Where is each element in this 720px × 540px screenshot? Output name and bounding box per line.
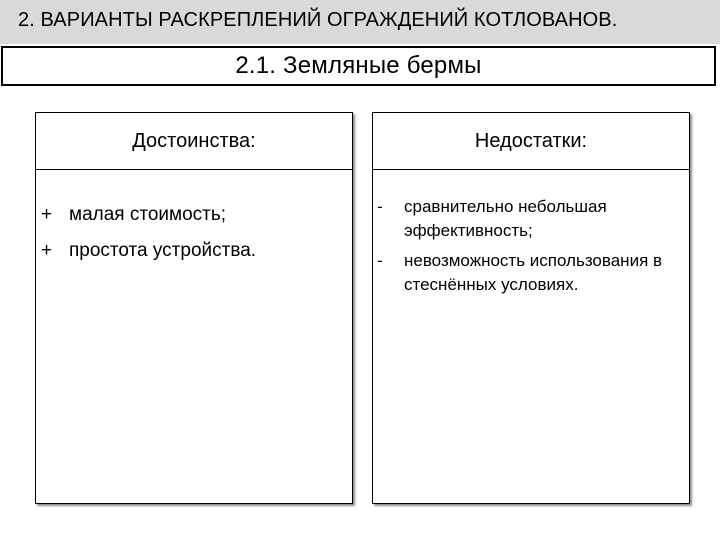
plus-marker: + bbox=[41, 204, 53, 225]
list-item bbox=[41, 197, 352, 233]
disadvantages-body bbox=[373, 170, 689, 297]
subtitle-box bbox=[1, 46, 716, 86]
list-item bbox=[377, 249, 689, 297]
slide-title: 2. ВАРИАНТЫ РАСКРЕПЛЕНИЙ ОГРАЖДЕНИЙ КОТЛОВАНОВ. bbox=[18, 9, 618, 31]
advantages-list bbox=[36, 170, 352, 269]
list-item-text: сравнительно небольшая эффективность; bbox=[404, 197, 607, 240]
list-item bbox=[41, 233, 352, 269]
disadvantages-header: Недостатки: bbox=[373, 113, 689, 170]
minus-marker: - bbox=[377, 197, 383, 216]
minus-marker: - bbox=[377, 251, 383, 270]
advantages-header: Достоинства: bbox=[36, 113, 352, 170]
list-item bbox=[377, 195, 689, 243]
disadvantages-column bbox=[372, 112, 690, 504]
list-item-text: малая стоимость; bbox=[69, 204, 227, 225]
title-bar bbox=[0, 0, 720, 44]
advantages-column bbox=[35, 112, 353, 504]
disadvantages-list bbox=[373, 170, 689, 297]
list-item-text: невозможность использования в стеснённых условиях. bbox=[404, 251, 663, 294]
plus-marker: + bbox=[41, 240, 53, 261]
list-item-text: простота устройства. bbox=[69, 240, 257, 261]
advantages-body bbox=[36, 170, 352, 269]
slide-subtitle: 2.1. Земляные бермы bbox=[235, 52, 482, 79]
